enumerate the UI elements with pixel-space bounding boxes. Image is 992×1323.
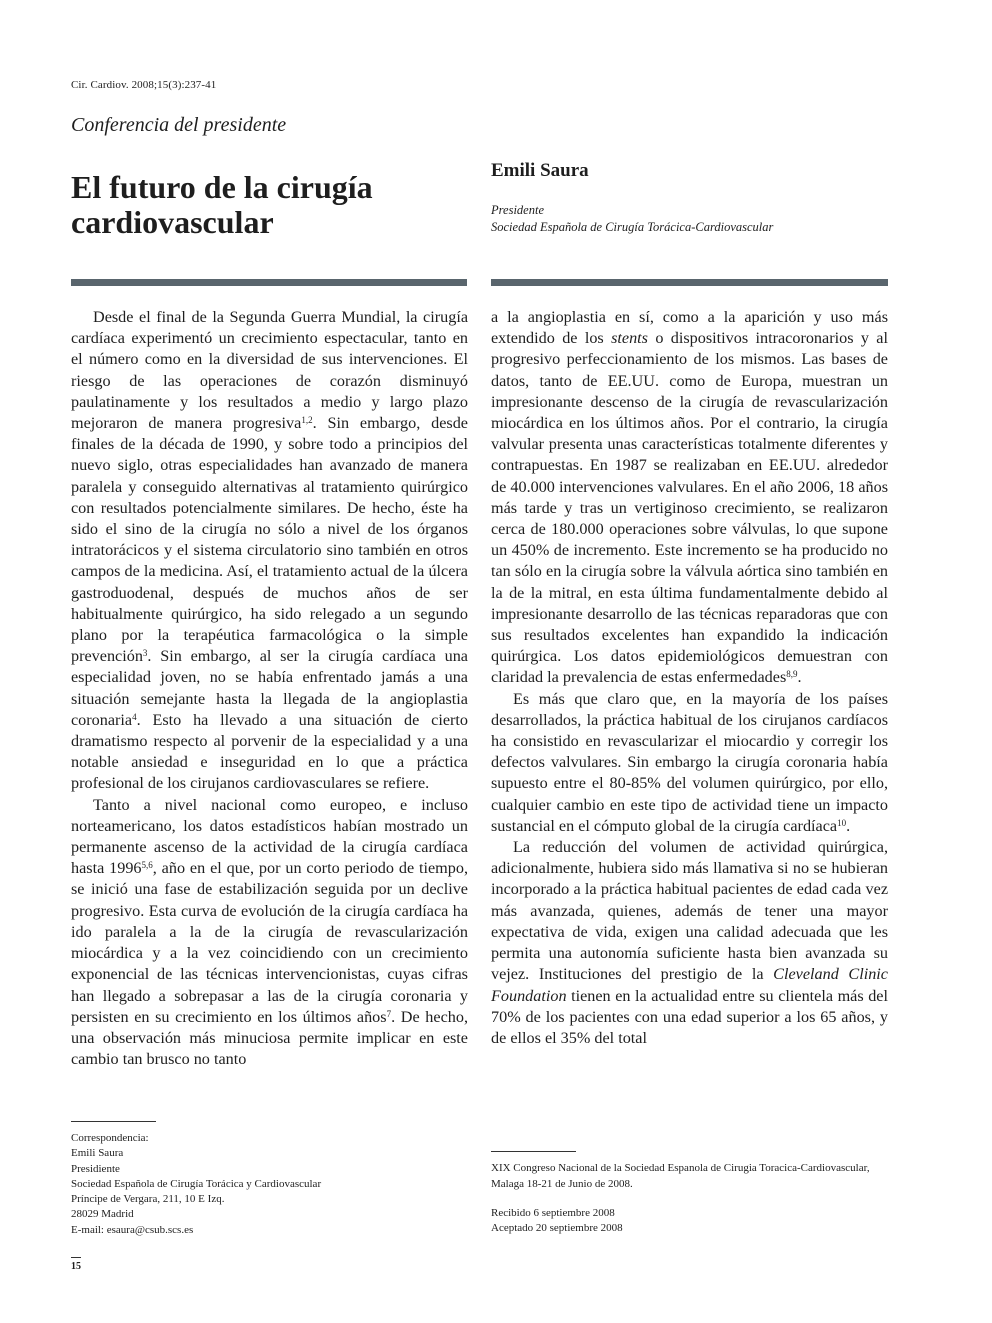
citation-ref: 5,6 [141,860,153,871]
footnote-rule [71,1121,156,1122]
citation-ref: 4 [132,711,137,722]
paragraph: Desde el final de la Segunda Guerra Mundial, la cirugía cardíaca experimentó un crecimiento espectacular, tanto en el número como en la diversidad de sus intervenciones. El riesgo de las operaciones de corazón disminuyó paulatinamente y los resultados a medio y largo plazo mejoraron de manera progresiva$^{1,2}$. Sin embargo, desde finales de la década de 1990, y sobre todo a principios del nuevo siglo, otras especialidades han avanzado de manera paralela y conseguido alternativas al tratamiento quirúrgico con resultados potencialmente similares. De hecho, éste ha sido el sino de la cirugía no sólo a nivel de los órganos intratorácicos y el sistema circulatorio sino también en otros campos de la medicina. Así, el tratamiento actual de la úlcera gastroduodenal, después de muchos años de ser habitualmente quirúrgico, ha sido relegado a un segundo plano por la terapéutica farmacológica o la simple prevención$^3$. Sin embargo, al ser la cirugía cardíaca una especialidad joven, no se había enfrentado jamás a una situación semejante hasta la llegada de la angioplastia coronaria$^4$. Esto ha llevado a una situación de cierto dramatismo respecto al porvenir de la especialidad y a una notable ansiedad e inseguridad en lo que a práctica profesional de los cirujanos cardiovasculares se refiere. [71,308,468,793]
footnote-rule [491,1151,576,1152]
article-title: El futuro de la cirugía cardiovascular [71,169,373,240]
paragraph: Es más que claro que, en la mayoría de los países desarrollados, la práctica habitual de los cirujanos cardíacos ha consistido en revascularizar el miocardio y corregir los defectos valvulares. Sin embargo la cirugía coronaria había supuesto entre el 80-85% del volumen quirúrgico, por ello, cualquier cambio en este tipo de actividad tiene un impacto sustancial en el cómputo global de la cirugía cardíaca$^{10}$. [491,689,888,835]
author-name: Emili Saura [491,160,589,181]
paragraph: Tanto a nivel nacional como europeo, e incluso norteamericano, los datos estadísticos habían mostrado un permanente ascenso de la actividad de la cirugía cardíaca hasta 1996$^{5,6}$, año en el que, por un corto periodo de tiempo, se inició una fase de estabilización seguida por un declive progresivo. Esta curva de evolución de la cirugía cardíaca ha ido paralela a la de la cirugía de revascularización miocárdica y a la vez coincidiendo con un crecimiento exponencial de las técnicas intervencionistas, cuyas cifras han llegado a sobrepasar a las de la cirugía coronaria y persisten en su crecimiento en los últimos años$^7$. De hecho, una observación más minuciosa permite implicar en este cambio tan brusco no tanto [71,795,469,1069]
journal-reference: Cir. Cardiov. 2008;15(3):237-41 [71,79,217,91]
citation-ref: 1,2 [301,415,313,426]
correspondence-email: E-mail: esaura@csub.scs.es [71,1223,194,1236]
author-affiliation [491,202,773,236]
affiliation-role: Presidente [491,203,544,217]
right-header-rule [491,279,888,286]
correspondence-footnote: Correspondencia: Emili Saura Presidiente Sociedad Española de Cirugía Torácica y Cardiovascular Príncipe de Vergara, 211, 10 E Izq. 28029 Madrid E-mail: esaura@csub.scs.es [71,1131,321,1238]
page-number-mark [71,1257,81,1258]
right-text-column [491,307,888,1049]
citation-ref: 10 [837,817,847,828]
paragraph: La reducción del volumen de actividad quirúrgica, adicionalmente, hubiera sido más llamativa si no se hubieran incorporado a la práctica habitual pacientes de edad cada vez más avanzada, quienes, además de tener una mayor expectativa de vida, exigen una calidad adecuada que les permita una autonomía suficiente hasta bien avanzada su vejez. Instituciones del prestigio de la Cleveland Clinic Foundation tienen en la actualidad entre su clientela más del 70% de los pacientes con una edad superior a los 65 años, y de ellos el 35% del total [491,838,888,1047]
citation-ref: 7 [386,1008,392,1019]
paragraph: a la angioplastia en sí, como a la aparición y uso más extendido de los stents o dispositivos intracoronarios y al progresivo perfeccionamiento de los mismos. Las bases de datos, tanto de EE.UU. como de Europa, muestran un impresionante descenso de la cirugía de revascularización miocárdica en los últimos años. Por el contrario, la cirugía valvular presenta unas características totalmente diferentes y contrapuestas. En 1987 se realizaban en EE.UU. alrededor de 40.000 intervenciones valvulares. En el año 2006, 18 años más tarde y tras un vertiginoso crecimiento, se realizaron cerca de 180.000 operaciones sobre válvulas, lo que supone un 450% de incremento. Este incremento se ha producido no tan sólo en la cirugía sobre la válvula aórtica sino también en la de la mitral, en esta última fundamentalmente debido al impresionante desarrollo de las técnicas reparadoras que con sus resultados excelentes han expandido la indicación quirúrgica. Los datos epidemiológicos demuestran con claridad la prevalencia de estas enfermedades$^{8,9}$. [491,308,888,687]
page-number: 15 [71,1261,81,1272]
affiliation-organization: Sociedad Española de Cirugía Torácica-Cardiovascular [491,220,774,234]
citation-ref: 8,9 [786,669,798,680]
citation-ref: 3 [142,648,148,659]
received-accepted-dates: Recibido 6 septiembre 2008 Aceptado 20 septiembre 2008 [491,1207,623,1235]
left-text-column [71,307,468,1070]
left-header-rule [71,279,467,286]
congress-footnote: XIX Congreso Nacional de la Sociedad Espanola de Cirugia Toracica-Cardiovascular, Malaga 18-21 de Junio de 2008. [491,1162,870,1190]
section-title: Conferencia del presidente [71,114,287,136]
